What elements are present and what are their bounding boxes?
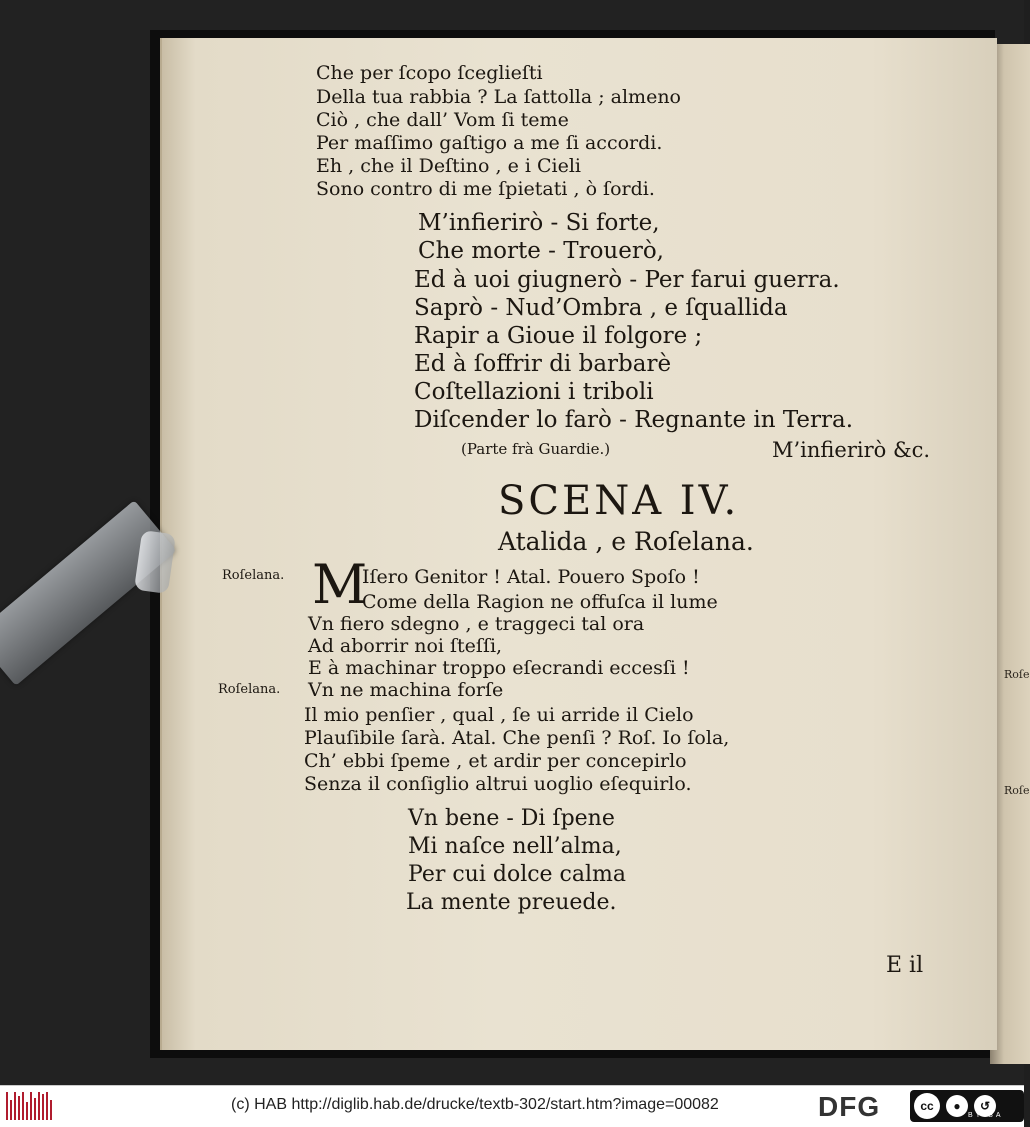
- dfg-logo[interactable]: DFG: [818, 1091, 881, 1122]
- stage-direction: (Parte frà Guardie.): [461, 440, 611, 458]
- license-tags: [968, 1112, 1004, 1119]
- citation-link[interactable]: (c) HAB http://diglib.hab.de/drucke/textb-302/start.htm?image=00082: [231, 1096, 719, 1113]
- aria-line: Coſtellazioni i triboli: [414, 379, 654, 405]
- aria-line: Ed à ſoffrir di barbarè: [414, 351, 672, 377]
- scene-title: SCENA IV.: [498, 478, 740, 524]
- dialogue-line: Ch’ ebbi ſpeme , et ardir per concepirlo: [304, 750, 687, 772]
- dialogue-line: Il mio penſier , qual , ſe ui arride il Cielo: [304, 704, 694, 726]
- speaker-label: Roſelana.: [222, 568, 285, 583]
- license-by: BY: [968, 1112, 984, 1119]
- dialogue-line: E à machinar troppo eſecrandi eccesſi !: [308, 657, 690, 679]
- aria-line: Che morte - Trouerò,: [418, 238, 664, 264]
- dialogue-line: Come della Ragion ne offuſca il lume: [362, 591, 718, 613]
- next-page-speaker-2: Roſe: [1004, 784, 1030, 797]
- aria-line: M’infierirò - Si forte,: [418, 210, 660, 236]
- verse-line: Ciò , che dall’ Vom ſi teme: [316, 109, 569, 131]
- aria-line: Rapir a Gioue il folgore ;: [414, 323, 703, 349]
- aria-line: Saprò - Nud’Ombra , e ſquallida: [414, 295, 788, 321]
- aria-line: Ed à uoi giugnerò - Per farui guerra.: [414, 267, 840, 293]
- library-barcode-logo: [6, 1092, 52, 1120]
- verse-line: Sono contro di me ſpietati , ò ſordi.: [316, 178, 655, 200]
- speaker-label: Roſelana.: [218, 682, 281, 697]
- aria2-line: Per cui dolce calma: [408, 862, 627, 887]
- license-sa: SA: [988, 1112, 1004, 1119]
- dialogue-line: Vn ne machina forſe: [308, 679, 504, 701]
- attribution-icon: ●: [946, 1095, 968, 1117]
- aria2-line: La mente preuede.: [406, 890, 617, 915]
- aria2-line: Mi naſce nell’alma,: [408, 834, 622, 859]
- catchword: E il: [886, 953, 924, 978]
- cc-icon: cc: [914, 1093, 940, 1119]
- aria-cue: M’infierirò &c.: [772, 438, 931, 462]
- dialogue-line: Plauſibile ſarà. Atal. Che penſi ? Roſ. Io ſola,: [304, 727, 730, 749]
- dialogue-line: Senza il conſiglio altrui uoglio eſequirlo.: [304, 773, 692, 795]
- verse-line: Per maſſimo gaſtigo a me ſi accordi.: [316, 132, 663, 154]
- scene-characters: Atalida , e Roſelana.: [498, 527, 754, 556]
- verse-line: Che per ſcopo ſceglieſti: [316, 62, 543, 84]
- next-page-speaker-1: Roſe: [1004, 668, 1030, 681]
- dialogue-line: Ad aborrir noi ſteſſi,: [308, 635, 503, 657]
- verse-line: Eh , che il Deſtino , e i Cieli: [316, 155, 582, 177]
- aria2-line: Vn bene - Di ſpene: [408, 806, 615, 831]
- viewer-footer: [0, 1085, 1024, 1127]
- verse-line: Della tua rabbia ? La ſattolla ; almeno: [316, 86, 681, 108]
- license-badge[interactable]: [910, 1090, 1024, 1122]
- share-alike-icon: ↺: [974, 1095, 996, 1117]
- aria-line: Diſcender lo farò - Regnante in Terra.: [414, 407, 854, 433]
- dialogue-line: Iſero Genitor ! Atal. Pouero Spoſo !: [362, 566, 700, 588]
- drop-capital: M: [312, 553, 368, 616]
- dialogue-line: Vn fiero sdegno , e traggeci tal ora: [308, 613, 645, 635]
